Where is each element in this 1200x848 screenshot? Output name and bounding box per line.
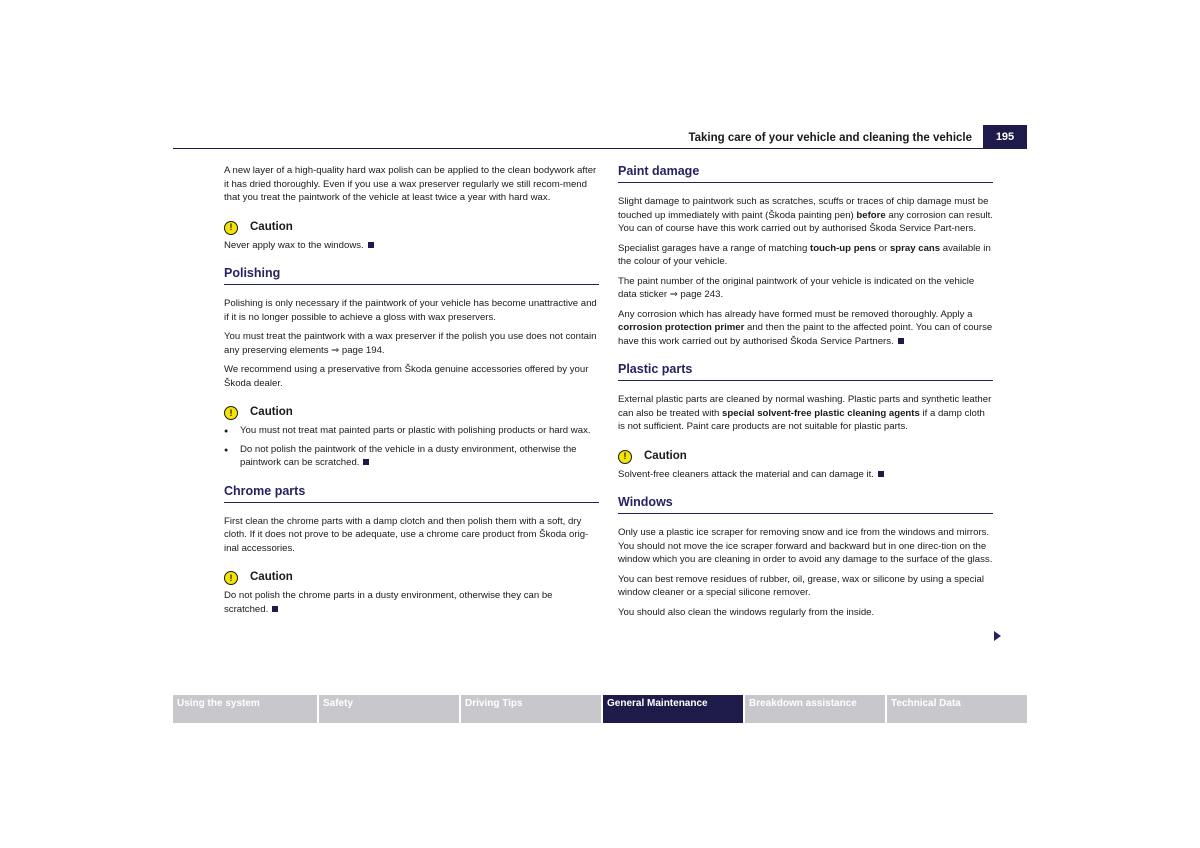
section-title-chrome-parts: Chrome parts	[224, 484, 599, 503]
tab-safety[interactable]: Safety	[319, 695, 459, 723]
caution-bullet	[224, 424, 599, 439]
intro-paragraph: A new layer of a high-quality hard wax polish can be applied to the clean bodywork after it has dried thoroughly. Even if you use a wax preserver regularly we still recom-mend that you treat the paintwork of the vehicle at least twice a year with hard wax.	[224, 165, 597, 203]
caution-text: Never apply wax to the windows.	[224, 239, 364, 251]
caution-box-wax	[224, 219, 599, 253]
caution-icon: !	[224, 406, 238, 420]
bullet-icon	[224, 443, 240, 470]
caution-label: Caution	[644, 449, 687, 462]
caution-bullet-text: You must not treat mat painted parts or plastic with polishing products or hard wax.	[240, 425, 591, 436]
windows-paragraph: You can best remove residues of rubber, oil, grease, wax or silicone by using a special window cleaner or a special silicone remover.	[618, 573, 985, 598]
tab-breakdown-assistance[interactable]: Breakdown assistance	[745, 695, 885, 723]
section-title-windows: Windows	[618, 495, 993, 514]
windows-paragraph: You should also clean the windows regularly from the inside.	[618, 606, 875, 618]
windows-paragraph: Only use a plastic ice scraper for removing snow and ice from the windows and mirrors. You should not move the ice scraper forward and backward but in one direc-tion on the window which you are cleaning in order to avoid any damage to the surface of the glass.	[618, 527, 993, 565]
section-title-polishing: Polishing	[224, 266, 599, 285]
section-title-plastic-parts: Plastic parts	[618, 362, 993, 381]
plastic-paragraph: External plastic parts are cleaned by normal washing. Plastic parts and synthetic leather can also be treated with special solvent-free plastic cleaning agents if a damp cloth is not sufficient. Paint care products are not suitable for plastic parts.	[618, 394, 992, 432]
caution-icon: !	[224, 221, 238, 235]
caution-icon: !	[618, 450, 632, 464]
chapter-nav	[173, 695, 1027, 723]
end-mark-icon	[898, 338, 904, 344]
header-rule	[173, 148, 983, 149]
right-column	[618, 164, 993, 625]
paint-paragraph: Specialist garages have a range of matching touch-up pens or spray cans available in the colour of your vehicle.	[618, 242, 991, 267]
section-title-paint-damage: Paint damage	[618, 164, 993, 183]
polishing-paragraph: Polishing is only necessary if the paintwork of your vehicle has become unattractive and if it is no longer possible to achieve a gloss with wax preservers.	[224, 298, 597, 323]
caution-box-polishing	[224, 404, 599, 470]
tab-driving-tips[interactable]: Driving Tips	[461, 695, 601, 723]
caution-box-chrome	[224, 569, 599, 616]
paint-paragraph: Slight damage to paintwork such as scratches, scuffs or traces of chip damage must be touched up immediately with paint (Škoda painting pen) before any corrosion can result. You can of course have this work carried out by authorised Škoda Service Part-ners.	[618, 196, 993, 234]
left-column	[224, 164, 599, 622]
polishing-paragraph: You must treat the paintwork with a wax preserver if the polish you use does not contain any preserving elements ⇒ page 194.	[224, 331, 597, 356]
tab-using-the-system[interactable]: Using the system	[173, 695, 317, 723]
caution-text: Do not polish the chrome parts in a dusty environment, otherwise they can be scratched.	[224, 590, 553, 615]
tab-technical-data[interactable]: Technical Data	[887, 695, 1027, 723]
caution-label: Caution	[250, 406, 293, 419]
paint-paragraph: The paint number of the original paintwork of your vehicle is indicated on the vehicle data sticker ⇒ page 243.	[618, 275, 975, 300]
paint-paragraph: Any corrosion which has already have formed must be removed thoroughly. Apply a corrosion protection primer and then the paint to the affected point. You can of course have this work carried out by authorised Škoda Service Partners.	[618, 308, 993, 347]
caution-box-plastic	[618, 448, 993, 482]
polishing-paragraph: We recommend using a preservative from Škoda genuine accessories offered by your Škoda dealer.	[224, 364, 589, 389]
end-mark-icon	[368, 242, 374, 248]
chrome-paragraph: First clean the chrome parts with a damp clotch and then polish them with a soft, dry cloth. If it does not prove to be adequate, use a chrome care product from Škoda orig-inal accessories.	[224, 515, 589, 554]
caution-bullet	[224, 443, 599, 470]
caution-icon: !	[224, 571, 238, 585]
next-page-arrow-icon[interactable]	[994, 631, 1001, 641]
caution-text: Solvent-free cleaners attack the material and can damage it.	[618, 468, 874, 480]
bullet-icon	[224, 424, 240, 439]
caution-label: Caution	[250, 571, 293, 584]
end-mark-icon	[272, 606, 278, 612]
running-header-title: Taking care of your vehicle and cleaning the vehicle	[688, 132, 972, 144]
end-mark-icon	[878, 471, 884, 477]
caution-bullet-text: Do not polish the paintwork of the vehicle in a dusty environment, otherwise the paintwork can be scratched.	[240, 443, 577, 468]
end-mark-icon	[363, 459, 369, 465]
tab-general-maintenance[interactable]: General Maintenance	[603, 695, 743, 723]
page-number: 195	[983, 125, 1027, 149]
caution-label: Caution	[250, 220, 293, 233]
